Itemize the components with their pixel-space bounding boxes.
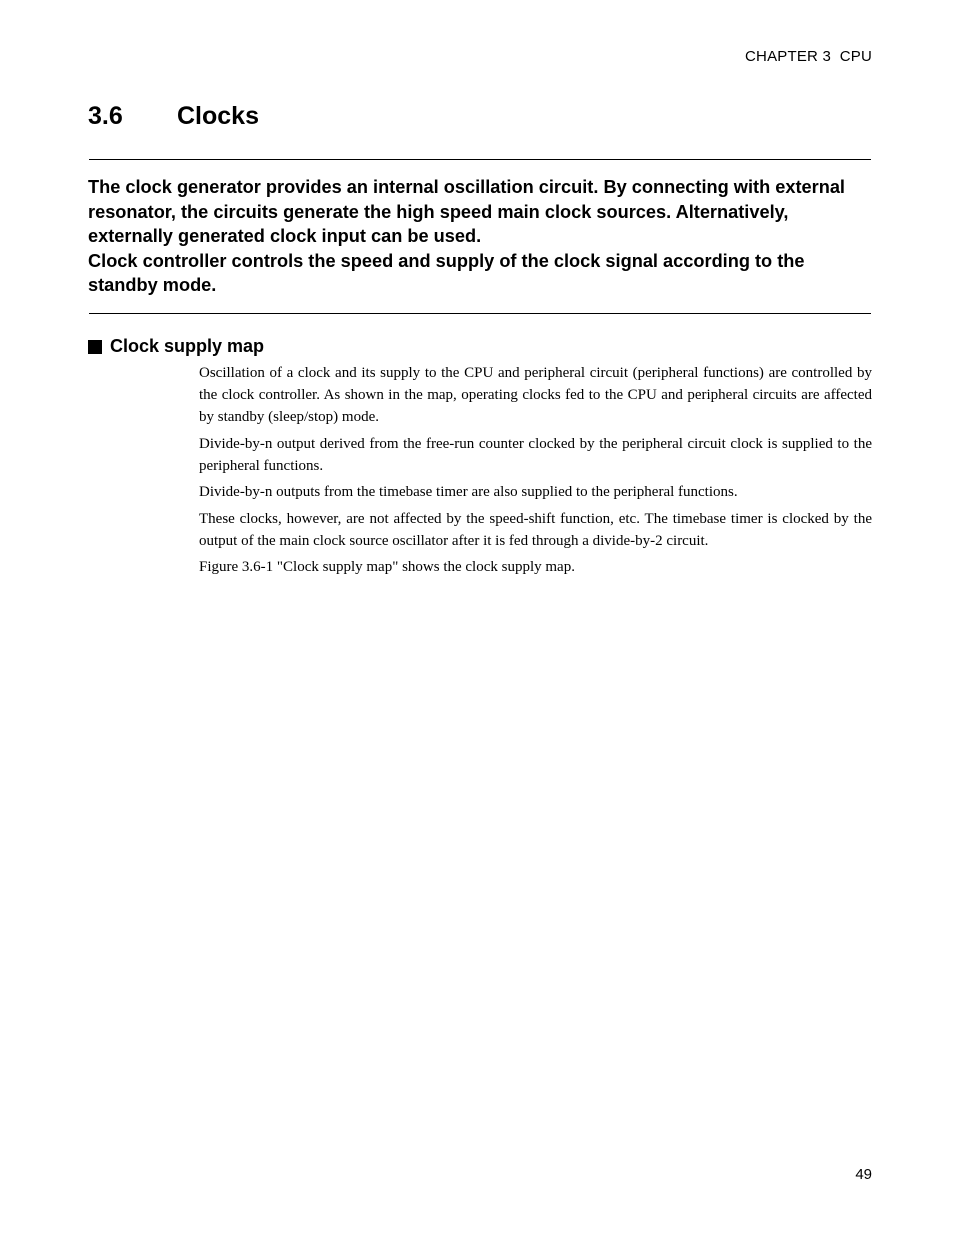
- top-divider: [89, 159, 871, 160]
- subsection-title-text: Clock supply map: [110, 336, 265, 356]
- body-paragraph: These clocks, however, are not affected by the speed-shift function, etc. The timebase timer is clocked by the output of the main clock source oscillator after it is fed through a divide-by-2 circuit.: [199, 510, 872, 549]
- section-summary: [88, 175, 878, 298]
- summary-paragraph: The clock generator provides an internal oscillation circuit. By connecting with external resonator, the circuits generate the high speed main clock sources. Alternatively, externally generated clock input can be used.: [88, 177, 845, 247]
- subsection-body: [199, 362, 872, 583]
- chapter-header: CHAPTER 3 CPU: [745, 48, 872, 65]
- summary-paragraph: Clock controller controls the speed and supply of the clock signal according to the standby mode.: [88, 250, 805, 296]
- section-number: 3.6: [88, 102, 123, 130]
- page-number: 49: [855, 1166, 872, 1183]
- subsection-heading: [88, 336, 264, 357]
- section-title: [88, 102, 259, 131]
- body-paragraph: Divide-by-n output derived from the free-run counter clocked by the peripheral circuit clock is supplied to the peripheral functions.: [199, 435, 872, 474]
- section-title-text: Clocks: [177, 102, 259, 130]
- black-square-icon: [88, 340, 102, 354]
- bottom-divider: [89, 313, 871, 314]
- body-paragraph: Figure 3.6-1 "Clock supply map" shows the clock supply map.: [199, 559, 575, 575]
- body-paragraph: Oscillation of a clock and its supply to the CPU and peripheral circuit (peripheral functions) are controlled by the clock controller. As shown in the map, operating clocks fed to the CPU and peripheral circuits are affected by standby (sleep/stop) mode.: [199, 365, 872, 425]
- body-paragraph: Divide-by-n outputs from the timebase timer are also supplied to the peripheral functions.: [199, 484, 738, 500]
